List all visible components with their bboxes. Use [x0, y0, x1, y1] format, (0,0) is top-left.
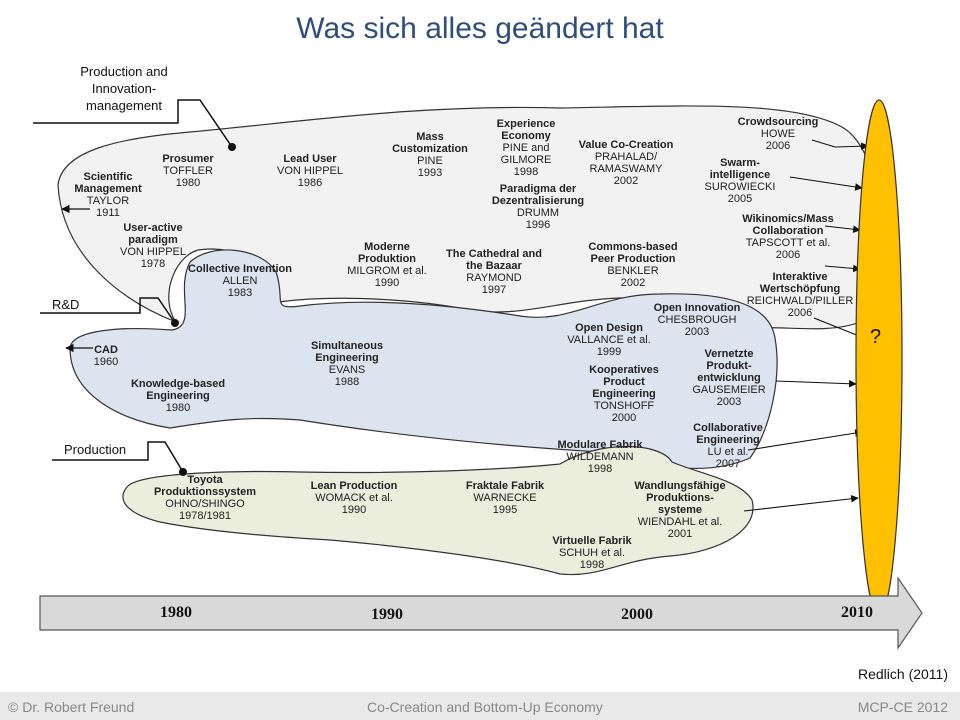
category-line: Production and	[80, 64, 168, 79]
concept-title: Produktion	[357, 253, 417, 265]
concept-label	[347, 241, 426, 289]
concept-author: PRAHALAD/	[594, 151, 658, 163]
concept-label	[634, 480, 725, 540]
concept-year: 2003	[716, 396, 742, 408]
concept-year: 2006	[775, 249, 801, 261]
concept-author: REICHWALD/PILLER	[746, 295, 854, 307]
concept-title: Open Innovation	[653, 302, 741, 314]
future-ellipse	[856, 100, 902, 616]
concept-year: 1960	[93, 356, 119, 368]
concept-author: CHESBROUGH	[657, 314, 737, 326]
concept-year: 1978/1981	[179, 510, 231, 522]
concept-title: Open Design	[575, 322, 643, 334]
concept-title: Moderne	[364, 241, 410, 253]
concept-label	[589, 364, 659, 424]
concept-title: systeme	[657, 504, 703, 516]
concept-title: Wertschöpfung	[759, 283, 841, 295]
concept-author: ALLEN	[222, 275, 258, 287]
concept-title: Prosumer	[162, 153, 214, 165]
concept-author: WIENDAHL et al.	[637, 516, 723, 528]
connector-dot	[228, 143, 236, 151]
concept-year: 1998	[513, 166, 539, 178]
concept-year: 1978	[140, 258, 166, 270]
concept-label	[747, 271, 854, 319]
concept-title: Management	[74, 183, 142, 195]
concept-label	[738, 116, 819, 152]
concept-year: 1986	[297, 177, 323, 189]
concept-title: Dezentralisierung	[491, 195, 585, 207]
concept-title: Engineering	[696, 434, 760, 446]
concept-title: Collective Invention	[188, 263, 292, 275]
concept-label	[742, 213, 834, 261]
future-question-mark: ?	[870, 326, 882, 348]
concept-year: 1998	[579, 559, 605, 571]
concept-year: 2002	[613, 175, 639, 187]
concept-label	[311, 480, 398, 516]
concept-year: 1980	[165, 402, 191, 414]
concept-title: Lean Production	[310, 480, 398, 492]
concept-label	[692, 348, 765, 408]
concept-title: Engineering	[592, 388, 656, 400]
footer-event: MCP-CE 2012	[857, 699, 948, 715]
concept-title: intelligence	[709, 169, 771, 181]
concept-author: PINE and	[502, 142, 550, 154]
concept-label	[131, 378, 225, 414]
concept-author: TAYLOR	[86, 195, 130, 207]
category-line: management	[86, 98, 162, 113]
category-production-innovation	[64, 63, 184, 114]
concept-author: RAYMOND	[466, 272, 522, 284]
category-line: Innovation-	[91, 81, 157, 96]
concept-title: Produkt-	[706, 360, 752, 372]
concept-title: User-active	[123, 222, 183, 234]
concept-year: 1997	[481, 284, 507, 296]
concept-title: paradigm	[128, 234, 178, 246]
concept-author: VON HIPPEL	[119, 246, 187, 258]
connector-dot	[171, 319, 179, 327]
concept-title: Paradigma der	[499, 183, 577, 195]
page-title: Was sich alles geändert hat	[296, 12, 664, 45]
concept-year: 2006	[765, 140, 791, 152]
concept-label	[94, 344, 118, 368]
timeline-year: 1980	[160, 604, 192, 621]
concept-title: Virtuelle Fabrik	[552, 535, 632, 547]
concept-author: PINE	[417, 155, 443, 167]
footer-title: Co-Creation and Bottom-Up Economy	[367, 699, 603, 715]
concept-author: WARNECKE	[473, 492, 537, 504]
concept-title: Engineering	[315, 352, 379, 364]
concept-label	[579, 139, 674, 187]
concept-label	[154, 474, 256, 522]
concept-author: LU et al.	[707, 446, 749, 458]
concept-year: 2001	[667, 528, 693, 540]
concept-title: entwicklung	[697, 372, 761, 384]
concept-title: Interaktive	[772, 271, 828, 283]
concept-author: TONSHOFF	[593, 400, 655, 412]
concept-title: Collaboration	[752, 225, 824, 237]
concept-label	[162, 153, 213, 189]
concept-title: Crowdsourcing	[737, 116, 819, 128]
concept-label	[558, 439, 643, 475]
concept-label	[392, 131, 468, 179]
concept-year: 1990	[374, 277, 400, 289]
concept-label	[693, 422, 763, 470]
concept-year: 2003	[684, 326, 710, 338]
concept-label	[588, 241, 677, 289]
concept-author: SCHUH et al.	[558, 547, 626, 559]
concept-author: OHNO/SHINGO	[165, 498, 245, 510]
concept-author: VON HIPPEL	[276, 165, 344, 177]
concept-author: RAMASWAMY	[589, 163, 663, 175]
timeline-year: 2000	[621, 606, 653, 623]
concept-year: 1996	[525, 219, 551, 231]
concept-title: The Cathedral and	[446, 248, 542, 260]
concept-label	[567, 322, 651, 358]
concept-title: Economy	[501, 130, 551, 142]
concept-label	[492, 183, 584, 231]
concept-year: 2007	[715, 458, 741, 470]
concept-label	[74, 171, 141, 219]
concept-author: TAPSCOTT et al.	[745, 237, 831, 249]
concept-title: the Bazaar	[466, 260, 522, 272]
concept-author: EVANS	[328, 364, 366, 376]
concept-title: Kooperatives	[589, 364, 659, 376]
concept-year: 2000	[611, 412, 637, 424]
concept-title: Toyota	[187, 474, 223, 486]
concept-title: Wandlungsfähige	[634, 480, 726, 492]
concept-year: 2006	[787, 307, 813, 319]
concept-title: Lead User	[283, 153, 337, 165]
concept-year: 1993	[417, 167, 443, 179]
concept-title: Knowledge-based	[130, 378, 226, 390]
concept-label	[120, 222, 186, 270]
concept-title: CAD	[94, 344, 118, 356]
category-production: Production	[64, 442, 127, 457]
concept-author: BENKLER	[607, 265, 659, 277]
concept-title: Simultaneous	[310, 340, 384, 352]
concept-year: 2002	[620, 277, 646, 289]
footer-copyright: © Dr. Robert Freund	[8, 699, 135, 715]
concept-label	[311, 340, 383, 388]
concept-year: 1999	[596, 346, 622, 358]
concept-title: Engineering	[146, 390, 210, 402]
concept-label	[277, 153, 343, 189]
concept-title: Scientific	[83, 171, 133, 183]
concept-author: MILGROM et al.	[347, 265, 427, 277]
timeline-year: 2010	[841, 604, 873, 621]
concept-author: SUROWIECKI	[704, 181, 776, 193]
concept-title: Experience	[496, 118, 556, 130]
concept-title: Mass	[416, 131, 444, 143]
category-rnd: R&D	[52, 297, 80, 312]
concept-label	[552, 535, 631, 571]
concept-author: VALLANCE et al.	[567, 334, 651, 346]
concept-year: 1990	[341, 504, 367, 516]
concept-year: 1983	[227, 287, 253, 299]
concept-title: Swarm-	[720, 157, 760, 169]
concept-title: Customization	[392, 143, 468, 155]
concept-year: 1998	[587, 463, 613, 475]
concept-title: Produktionssystem	[153, 486, 257, 498]
source-citation: Redlich (2011)	[857, 666, 948, 682]
concept-author: DRUMM	[516, 207, 560, 219]
concept-label	[446, 248, 542, 296]
concept-title: Peer Production	[590, 253, 676, 265]
concept-label	[654, 302, 741, 338]
concept-author: GILMORE	[500, 154, 552, 166]
concept-label	[705, 157, 776, 205]
concept-label	[188, 263, 292, 299]
concept-year: 1911	[96, 207, 120, 219]
concept-title: Product	[603, 376, 645, 388]
concept-title: Wikinomics/Mass	[742, 213, 834, 225]
concept-author: TOFFLER	[163, 165, 213, 177]
concept-title: Modulare Fabrik	[557, 439, 643, 451]
footer-bar	[0, 692, 960, 720]
concept-title: Value Co-Creation	[578, 139, 674, 151]
concept-label	[466, 480, 544, 516]
concept-year: 1980	[175, 177, 201, 189]
concept-year: 1988	[334, 376, 360, 388]
concept-author: HOWE	[760, 128, 796, 140]
concept-title: Produktions-	[646, 492, 714, 504]
concept-label	[497, 118, 556, 178]
concept-title: Collaborative	[693, 422, 763, 434]
timeline-year: 1990	[371, 606, 403, 623]
concept-author: GAUSEMEIER	[692, 384, 766, 396]
concept-title: Fraktale Fabrik	[465, 480, 545, 492]
concept-author: WILDEMANN	[566, 451, 634, 463]
concept-author: WOMACK et al.	[315, 492, 393, 504]
concept-year: 1995	[492, 504, 518, 516]
concept-title: Commons-based	[588, 241, 678, 253]
concept-year: 2005	[727, 193, 753, 205]
concept-title: Vernetzte	[704, 348, 754, 360]
